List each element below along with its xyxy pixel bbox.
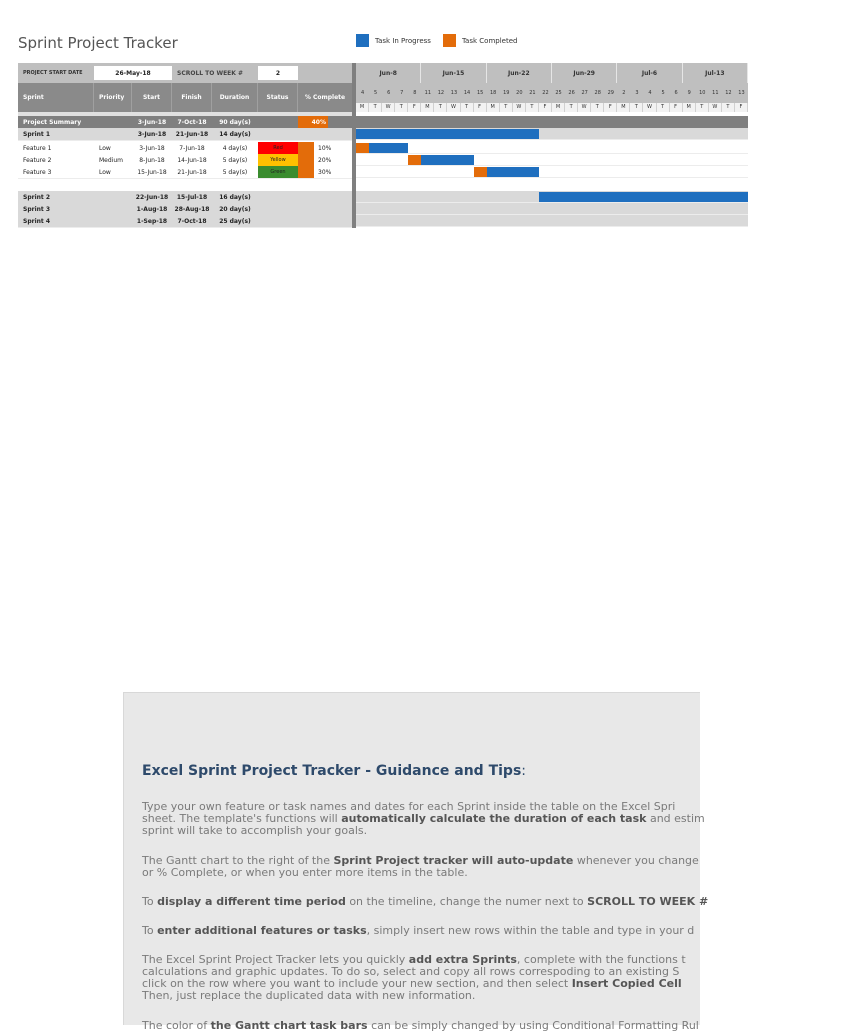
legend-in-progress — [356, 34, 431, 47]
p5-d: click on the row where you want to include your new section, and then select — [142, 977, 572, 990]
pct-indicator — [298, 166, 314, 178]
cell-priority[interactable] — [94, 215, 132, 227]
cell-status[interactable] — [258, 142, 298, 154]
col-finish: Finish — [172, 83, 212, 112]
cell-duration[interactable]: 5 day(s) — [222, 156, 248, 164]
day-letter: M — [487, 103, 500, 112]
day-letter-row — [356, 103, 748, 112]
p2-bold: Sprint Project tracker will auto-update — [333, 854, 574, 867]
cell-start[interactable]: 3-Jun-18 — [139, 144, 165, 152]
day-letter: M — [683, 103, 696, 112]
p2-line1a: The Gantt chart to the right of the — [142, 854, 334, 867]
cell-status[interactable] — [258, 203, 298, 215]
week-label: Jul-13 — [683, 63, 748, 83]
cell-start[interactable]: 15-Jun-18 — [137, 168, 167, 176]
day-number: 10 — [699, 90, 706, 96]
summary-pct-fill: 40% — [298, 116, 328, 128]
p5-bold: add extra Sprints — [408, 953, 517, 966]
week-header — [356, 63, 748, 83]
cell-finish[interactable]: 7-Oct-18 — [177, 217, 207, 225]
day-number: 27 — [581, 90, 588, 96]
day-letter: T — [657, 103, 670, 112]
p5-b: , complete with the functions t — [516, 953, 686, 966]
feature-1-completed-bar — [356, 143, 369, 153]
day-letter: F — [539, 103, 552, 112]
p6-a: The color of — [142, 1019, 211, 1032]
day-letter: W — [513, 103, 526, 112]
header-row — [18, 83, 352, 112]
cell-duration[interactable]: 4 day(s) — [222, 144, 248, 152]
cell-priority[interactable]: Medium — [99, 156, 123, 164]
day-letter: T — [722, 103, 735, 112]
scroll-week-input[interactable]: 2 — [258, 66, 298, 80]
week-label: Jun-15 — [421, 63, 486, 83]
day-letter: M — [356, 103, 369, 112]
cell-pct[interactable] — [298, 142, 352, 154]
day-letter: F — [670, 103, 683, 112]
summary-row — [18, 116, 352, 128]
day-number: 11 — [712, 90, 719, 96]
guidance-heading-colon: : — [521, 763, 526, 779]
col-priority: Priority — [94, 83, 132, 112]
p3-a: To — [142, 895, 158, 908]
col-duration: Duration — [212, 83, 258, 112]
cell-finish[interactable]: 15-Jul-18 — [176, 193, 208, 201]
cell-priority[interactable]: Low — [99, 144, 111, 152]
day-letter: T — [630, 103, 643, 112]
gantt-summary-row — [356, 116, 748, 128]
day-number: 11 — [424, 90, 432, 96]
gantt-row — [356, 142, 748, 154]
week-label: Jul-6 — [617, 63, 682, 83]
cell-start[interactable]: 22-Jun-18 — [135, 193, 169, 201]
cell-status[interactable] — [258, 215, 298, 227]
cell-priority[interactable] — [94, 128, 132, 140]
cell-status[interactable] — [258, 128, 298, 140]
cell-start[interactable]: 1-Aug-18 — [136, 205, 168, 213]
status-badge[interactable]: Red — [258, 142, 298, 154]
col-sprint: Sprint — [18, 83, 94, 112]
gantt-row — [356, 215, 748, 227]
p6-b: can be simply changed by using Conditional Formatting Rul — [367, 1019, 699, 1032]
day-number: 13 — [450, 90, 458, 96]
day-number: 26 — [568, 90, 575, 96]
summary-status — [258, 116, 298, 128]
day-letter: F — [474, 103, 487, 112]
pct-indicator — [298, 142, 314, 154]
cell-finish[interactable]: 21-Jun-18 — [177, 168, 207, 176]
pct-indicator — [298, 154, 314, 166]
scroll-week-label: SCROLL TO WEEK # — [177, 69, 244, 77]
legend-completed-label: Task Completed — [461, 36, 518, 45]
guidance-heading-text: Excel Sprint Project Tracker - Guidance and Tips — [142, 763, 522, 779]
cell-name[interactable]: Feature 1 — [23, 144, 52, 152]
pct-value: 10% — [318, 144, 332, 152]
day-number: 3 — [635, 90, 639, 96]
completed-swatch — [443, 34, 456, 47]
cell-name[interactable]: Sprint 2 — [23, 193, 51, 201]
cell-priority[interactable] — [94, 203, 132, 215]
p2-line2: or % Complete, or when you enter more items in the table. — [142, 866, 468, 879]
gantt-row — [356, 203, 748, 215]
cell-priority[interactable]: Low — [99, 168, 111, 176]
p2-line1b: whenever you change — [573, 854, 699, 867]
cell-pct[interactable] — [298, 154, 352, 166]
cell-finish[interactable]: 7-Jun-18 — [179, 144, 205, 152]
status-badge[interactable]: Yellow — [258, 154, 298, 166]
p1-line1: Type your own feature or task names and dates for each Sprint inside the table on the Excel Spri — [142, 800, 676, 813]
gantt-row — [356, 166, 748, 178]
day-number: 22 — [542, 90, 549, 96]
day-number: 13 — [738, 90, 745, 96]
sprint-1-bar — [356, 129, 539, 139]
p1-bold: automatically calculate the duration of each task — [341, 812, 647, 825]
page-title: Sprint Project Tracker — [18, 34, 178, 52]
day-letter: W — [643, 103, 656, 112]
day-number: 19 — [503, 90, 510, 96]
legend-completed — [443, 34, 518, 47]
start-date-input[interactable]: 26-May-18 — [94, 66, 172, 80]
week-label: Jun-8 — [356, 63, 421, 83]
feature-2-progress-bar — [421, 155, 473, 165]
p5-c: calculations and graphic updates. To do so, select and copy all rows correspoding to an existing S — [142, 965, 680, 978]
summary-name: Project Summary — [23, 118, 82, 126]
feature-2-completed-bar — [408, 155, 421, 165]
pct-value: 30% — [318, 168, 332, 176]
day-letter: T — [434, 103, 447, 112]
day-number: 18 — [490, 90, 497, 96]
p1-line2b: and estim — [646, 812, 705, 825]
cell-finish[interactable]: 21-Jun-18 — [175, 130, 209, 138]
cell-start[interactable]: 1-Sep-18 — [136, 217, 168, 225]
cell-pct[interactable] — [298, 128, 352, 140]
day-letter: W — [578, 103, 591, 112]
guidance-paragraph-6 — [142, 1020, 842, 1032]
p5-bold2: Insert Copied Cell — [571, 977, 682, 990]
day-letter: W — [382, 103, 395, 112]
cell-duration[interactable]: 5 day(s) — [222, 168, 248, 176]
day-number: 7 — [400, 90, 404, 96]
day-number: 21 — [529, 90, 536, 96]
day-letter: W — [447, 103, 460, 112]
day-number: 25 — [555, 90, 562, 96]
cell-pct[interactable] — [298, 203, 352, 215]
cell-duration[interactable]: 20 day(s) — [219, 205, 251, 213]
day-letter: F — [408, 103, 421, 112]
cell-name[interactable]: Feature 2 — [23, 156, 52, 164]
status-badge[interactable]: Green — [258, 166, 298, 178]
cell-status[interactable] — [258, 154, 298, 166]
sprint-row — [18, 128, 352, 141]
gantt-chart — [356, 63, 748, 228]
cell-priority[interactable] — [94, 191, 132, 203]
p3-b: on the timeline, change the numer next to — [345, 895, 588, 908]
cell-duration[interactable]: 25 day(s) — [219, 217, 251, 225]
day-number: 6 — [387, 90, 391, 96]
p3-bold: display a different time period — [157, 895, 346, 908]
cell-start[interactable]: 8-Jun-18 — [139, 156, 165, 164]
day-number: 9 — [687, 90, 691, 96]
day-number: 4 — [648, 90, 652, 96]
day-letter: T — [395, 103, 408, 112]
sprint-row — [18, 215, 352, 228]
control-row — [18, 63, 352, 83]
day-letter: T — [500, 103, 513, 112]
col-status: Status — [258, 83, 298, 112]
guidance-paragraph-2 — [142, 855, 842, 879]
day-letter: M — [552, 103, 565, 112]
cell-start[interactable]: 3-Jun-18 — [137, 130, 167, 138]
feature-3-completed-bar — [474, 167, 487, 177]
pct-value: 20% — [318, 156, 332, 164]
p6-bold: the Gantt chart task bars — [210, 1019, 368, 1032]
p3-bold2: SCROLL TO WEEK # — [587, 895, 709, 908]
cell-name[interactable]: Feature 3 — [23, 168, 52, 176]
guidance-paragraph-1 — [142, 801, 842, 837]
feature-row — [18, 166, 352, 179]
day-number: 12 — [725, 90, 732, 96]
day-letter: F — [604, 103, 617, 112]
feature-3-progress-bar — [487, 167, 539, 177]
day-letter: T — [591, 103, 604, 112]
day-letter: F — [735, 103, 748, 112]
guidance-paragraph-5 — [142, 954, 842, 1002]
cell-status[interactable] — [258, 166, 298, 178]
p5-a: The Excel Sprint Project Tracker lets you quickly — [142, 953, 409, 966]
cell-name[interactable]: Sprint 4 — [23, 217, 51, 225]
day-letter: T — [526, 103, 539, 112]
week-label: Jun-29 — [552, 63, 617, 83]
day-number-row — [356, 83, 748, 103]
p1-line3: sprint will take to accomplish your goals. — [142, 824, 368, 837]
day-number: 2 — [622, 90, 626, 96]
day-letter: T — [565, 103, 578, 112]
sprint-2-bar — [539, 192, 748, 202]
p4-a: To — [142, 924, 158, 937]
day-letter: T — [461, 103, 474, 112]
day-letter: T — [696, 103, 709, 112]
col-start: Start — [132, 83, 172, 112]
day-number: 29 — [607, 90, 614, 96]
day-letter: M — [421, 103, 434, 112]
day-number: 15 — [476, 90, 484, 96]
day-number: 12 — [437, 90, 445, 96]
p4-b: , simply insert new rows within the table and type in your d — [366, 924, 695, 937]
col-complete: % Complete — [304, 94, 346, 101]
start-date-label: PROJECT START DATE — [23, 70, 83, 76]
summary-complete — [298, 116, 352, 128]
cell-name[interactable]: Sprint 1 — [23, 130, 51, 138]
cell-duration[interactable]: 16 day(s) — [219, 193, 251, 201]
legend-in-progress-label: Task In Progress — [375, 36, 431, 45]
cell-finish[interactable]: 14-Jun-18 — [177, 156, 207, 164]
summary-priority — [94, 116, 132, 128]
cell-finish[interactable]: 28-Aug-18 — [174, 205, 210, 213]
day-number: 6 — [674, 90, 678, 96]
guidance-heading — [142, 763, 526, 779]
day-letter: W — [709, 103, 722, 112]
cell-pct[interactable] — [298, 215, 352, 227]
day-number: 5 — [374, 90, 378, 96]
guidance-paragraph-3 — [142, 896, 842, 908]
cell-pct[interactable] — [298, 191, 352, 203]
week-label: Jun-22 — [487, 63, 552, 83]
day-letter: T — [369, 103, 382, 112]
summary-duration: 90 day(s) — [219, 118, 251, 126]
day-number: 28 — [594, 90, 601, 96]
guidance-paragraph-4 — [142, 925, 842, 937]
day-number: 5 — [661, 90, 665, 96]
p5-e: Then, just replace the duplicated data with new information. — [142, 989, 476, 1002]
cell-name[interactable]: Sprint 3 — [23, 205, 51, 213]
in-progress-swatch — [356, 34, 369, 47]
day-number: 20 — [516, 90, 523, 96]
day-letter: M — [617, 103, 630, 112]
cell-pct[interactable] — [298, 166, 352, 178]
guidance-panel — [123, 692, 709, 1032]
summary-finish: 7-Oct-18 — [177, 118, 207, 126]
day-number: 8 — [413, 90, 417, 96]
cell-duration[interactable]: 14 day(s) — [219, 130, 251, 138]
cell-status[interactable] — [258, 191, 298, 203]
p1-line2a: sheet. The template's functions will — [142, 812, 342, 825]
day-number: 14 — [463, 90, 471, 96]
summary-start: 3-Jun-18 — [137, 118, 167, 126]
day-number: 4 — [360, 90, 365, 96]
legend — [356, 34, 523, 47]
feature-1-progress-bar — [369, 143, 408, 153]
p4-bold: enter additional features or tasks — [157, 924, 367, 937]
